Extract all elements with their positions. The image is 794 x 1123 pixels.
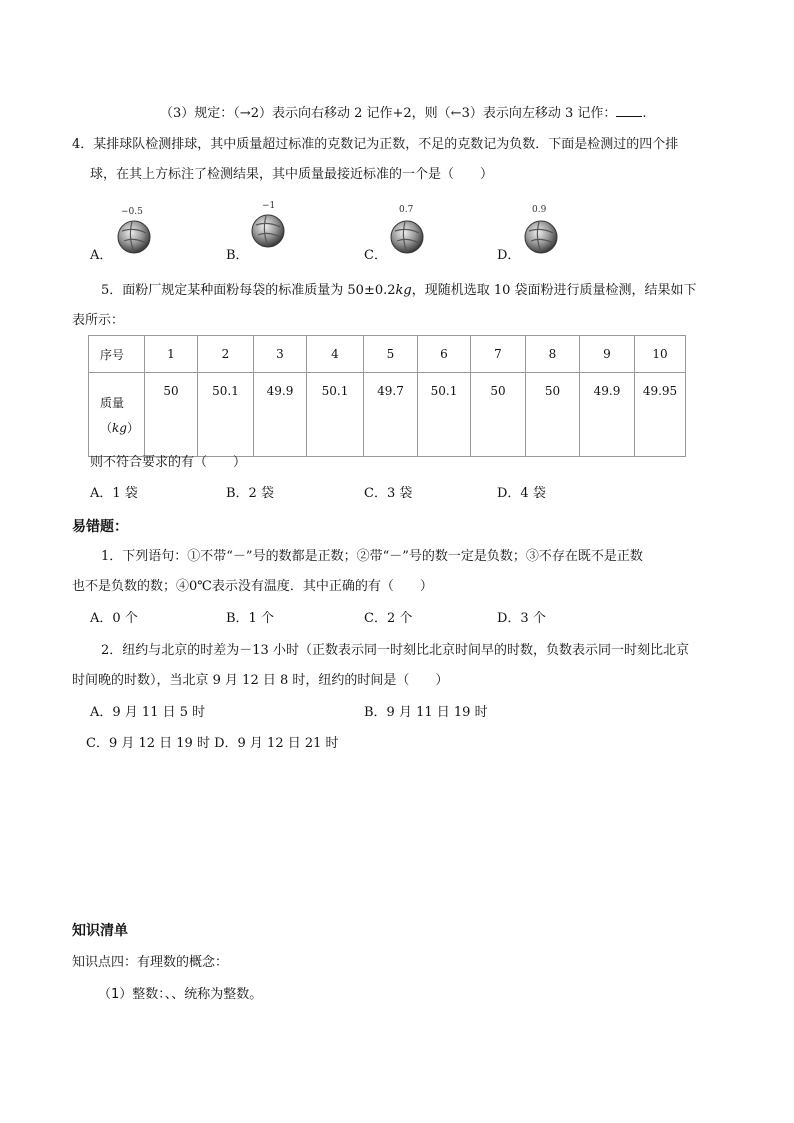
table-cell: 49.7 <box>364 373 418 457</box>
table-cell: 6 <box>418 336 471 373</box>
e2-line1: 2．纽约与北京的时差为－13 小时（正数表示同一时刻比北京时间早的时数，负数表示同一时刻比北京 <box>101 643 689 658</box>
table-cell: 50.1 <box>198 373 254 457</box>
table-cell: 50 <box>145 373 198 457</box>
option-a-letter[interactable]: A． <box>90 248 113 263</box>
table-cell: 49.9 <box>254 373 307 457</box>
volleyball-icon <box>250 213 286 249</box>
q5-line1 <box>101 282 697 300</box>
header-mass-line2 <box>100 419 144 436</box>
q4-line2: 球，在其上方标注了检测结果，其中质量最接近标准的一个是（ ） <box>90 167 494 182</box>
q5-option-c[interactable]: C．3 袋 <box>364 486 413 501</box>
e1-line1: 1．下列语句：①不带“－”号的数都是正数；②带“－”号的数一定是负数；③不存在既不是正数 <box>101 549 643 564</box>
table-cell: 10 <box>635 336 686 373</box>
e1-option-d[interactable]: D．3 个 <box>497 611 546 626</box>
paren-open: （ <box>100 420 113 435</box>
q5-unit: kg <box>395 283 412 298</box>
paren-close: ） <box>126 420 139 435</box>
option-d-letter[interactable]: D． <box>497 248 521 263</box>
knowledge-point: 知识点四：有理数的概念： <box>72 955 229 970</box>
volleyball-icon <box>389 219 425 255</box>
header-mass-line1: 质量 <box>100 395 125 410</box>
q5-option-b[interactable]: B．2 袋 <box>226 486 274 501</box>
q3-prefix: （3）规定：（ <box>160 106 240 121</box>
q4-line1: 4．某排球队检测排球，其中质量超过标准的克数记为正数，不足的克数记为负数．下面是检测过的四个排 <box>72 137 679 152</box>
table-cell: 49.9 <box>580 373 635 457</box>
option-b-letter[interactable]: B． <box>226 248 249 263</box>
left-arrow-icon: ← <box>450 106 462 121</box>
e2-option-b[interactable]: B．9 月 11 日 19 时 <box>364 705 488 720</box>
e1-line2: 也不是负数的数；④0℃表示没有温度．其中正确的有（ ） <box>72 579 433 594</box>
e1-option-a[interactable]: A．0 个 <box>90 611 138 626</box>
e2-option-a[interactable]: A．9 月 11 日 5 时 <box>90 705 206 720</box>
table-cell: 50 <box>471 373 526 457</box>
knowledge-item-1: （1）整数：、、统称为整数。 <box>98 987 263 1002</box>
volleyball-icon <box>116 219 152 255</box>
knowledge-title: 知识清单 <box>72 923 128 939</box>
ball-label-d: 0.9 <box>532 205 547 215</box>
header-mass <box>89 373 145 457</box>
q3-mid2: 3）表示向左移动 3 记作： <box>461 106 617 121</box>
table-cell: 50.1 <box>307 373 364 457</box>
e2-line2: 时间晚的时数），当北京 9 月 12 日 8 时，纽约的时间是（ ） <box>72 673 449 688</box>
table-cell: 2 <box>198 336 254 373</box>
section-title: 易错题： <box>72 519 128 535</box>
e1-option-c[interactable]: C．2 个 <box>364 611 413 626</box>
table-cell: 50 <box>526 373 580 457</box>
volleyball-icon <box>523 219 559 255</box>
table-cell: 5 <box>364 336 418 373</box>
ball-label-c: 0.7 <box>399 205 414 215</box>
unit-kg: kg <box>112 420 127 435</box>
table-cell: 50.1 <box>418 373 471 457</box>
ball-label-a: −0.5 <box>121 207 143 217</box>
header-index: 序号 <box>89 336 145 373</box>
table-cell: 9 <box>580 336 635 373</box>
table-cell: 8 <box>526 336 580 373</box>
q5-question: 则不符合要求的有（ ） <box>90 455 247 470</box>
mass-table <box>88 335 686 457</box>
q5-line1-pre: 5．面粉厂规定某种面粉每袋的标准质量为 50±0.2 <box>101 283 396 298</box>
q5-option-a[interactable]: A．1 袋 <box>90 486 138 501</box>
table-row <box>89 336 686 373</box>
table-cell: 7 <box>471 336 526 373</box>
q5-option-d[interactable]: D．4 袋 <box>497 486 546 501</box>
right-arrow-icon: → <box>239 106 251 121</box>
table-cell: 49.95 <box>635 373 686 457</box>
q5-line2: 表所示： <box>72 313 125 328</box>
ball-label-b: −1 <box>262 201 276 211</box>
q5-line1-post: ，现随机选取 10 袋面粉进行质量检测，结果如下 <box>411 283 697 298</box>
table-cell: 4 <box>307 336 364 373</box>
table-cell: 3 <box>254 336 307 373</box>
table-cell: 1 <box>145 336 198 373</box>
option-c-letter[interactable]: C． <box>364 248 387 263</box>
e1-option-b[interactable]: B．1 个 <box>226 611 274 626</box>
q3-line <box>160 104 647 123</box>
q3-end: . <box>642 106 647 121</box>
q3-mid1: 2）表示向右移动 2 记作+2，则（ <box>250 106 451 121</box>
e2-option-cd[interactable]: C．9 月 12 日 19 时 D．9 月 12 日 21 时 <box>86 736 339 751</box>
answer-blank[interactable] <box>616 104 642 117</box>
table-row <box>89 373 686 457</box>
